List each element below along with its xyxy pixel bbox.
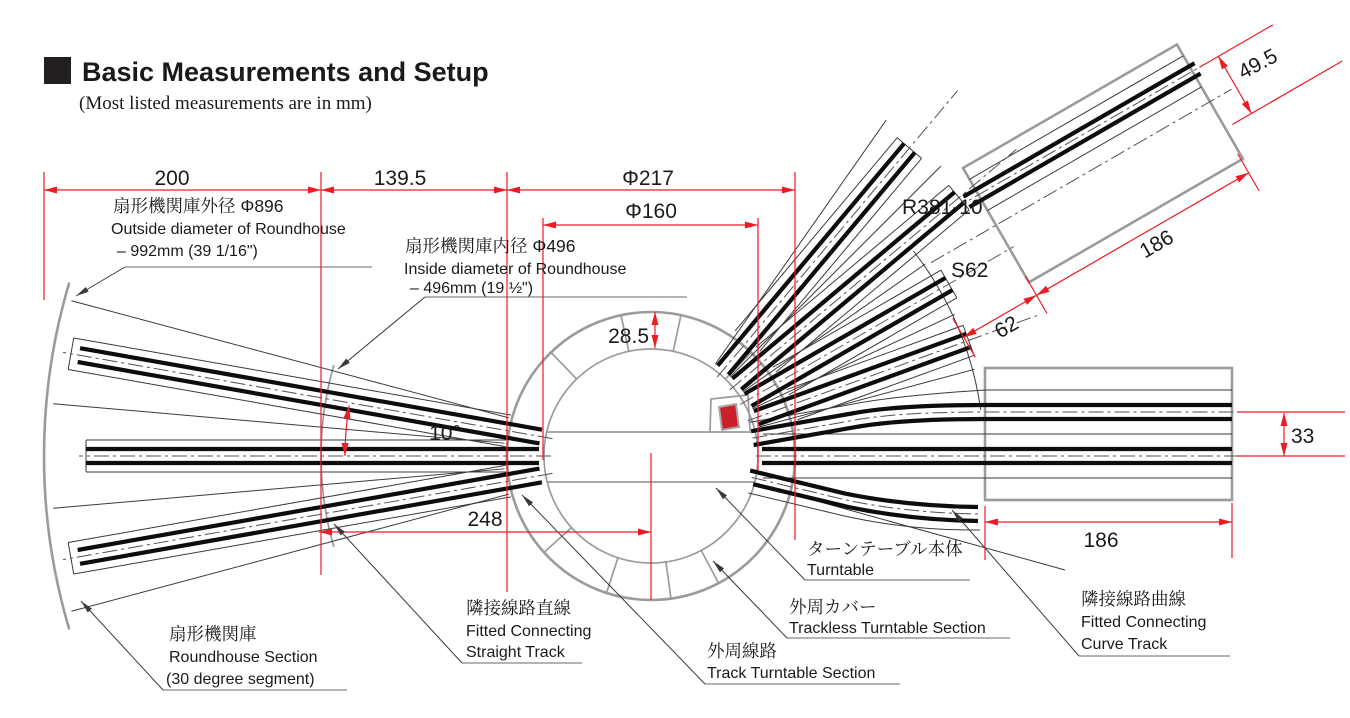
label-track-section-jp: 外周線路 (707, 641, 777, 661)
leader-line (338, 297, 425, 369)
label-straight-track-jp: 隣接線路直線 (466, 598, 571, 618)
label-curve-track-en2: Curve Track (1081, 636, 1168, 653)
arrowhead (44, 187, 57, 194)
title-bullet-square (44, 57, 71, 84)
page-title: Basic Measurements and Setup (82, 57, 489, 87)
track-centerline (717, 91, 957, 378)
label-trackless-section-en: Trackless Turntable Section (789, 620, 986, 637)
label-curve-radius-code: R381-10 (902, 196, 983, 219)
arrowhead (745, 222, 758, 229)
label-curve-track-en1: Fitted Connecting (1081, 614, 1207, 631)
arrowhead (308, 187, 321, 194)
label-straight-track-en2: Straight Track (466, 644, 565, 661)
rotated-section-outline (963, 45, 1243, 283)
label-roundhouse-en1: Roundhouse Section (169, 649, 318, 666)
ring-segment-divider (551, 352, 577, 379)
dim-track-spacing: 33 (1291, 425, 1315, 448)
rail (963, 63, 1194, 197)
arrowhead (1037, 286, 1050, 296)
label-track-section-en: Track Turntable Section (707, 665, 876, 682)
leader-line (81, 601, 163, 690)
ring-segment-divider (701, 550, 718, 583)
label-straight-track-en1: Fitted Connecting (466, 623, 592, 640)
rail (78, 362, 540, 443)
roadbed-edge (74, 338, 511, 415)
extension-line (1026, 276, 1048, 313)
label-turntable-en: Turntable (807, 562, 874, 579)
extension-line (1238, 154, 1260, 191)
dim-track-angle: 10° (429, 422, 461, 445)
dim-approach-length: 248 (467, 508, 503, 531)
ring-segment-divider (673, 315, 681, 351)
label-inside-diameter-en2: – 496mm (19 ½") (410, 280, 534, 297)
dim-ring-width: 28.5 (608, 325, 649, 348)
roundhouse-outer-arc (44, 284, 69, 629)
dim-section-length-upper: 186 (1135, 225, 1178, 264)
label-trackless-section-jp: 外周カバー (789, 597, 877, 617)
arrowhead (76, 287, 89, 296)
leader-line (713, 561, 787, 638)
label-roundhouse-jp: 扇形機関庫 (169, 624, 257, 644)
arrowhead (1236, 173, 1249, 183)
label-roundhouse-en2: (30 degree segment) (166, 671, 315, 688)
arrowhead (1281, 413, 1288, 426)
roadbed-edge (74, 497, 511, 574)
label-outside-diameter-en1: Outside diameter of Roundhouse (111, 221, 346, 238)
page-subtitle: (Most listed measurements are in mm) (79, 93, 372, 114)
arrowhead (985, 519, 998, 526)
curve-rail (754, 419, 1232, 445)
arrowhead (782, 187, 795, 194)
label-straight-track-code: S62 (951, 259, 989, 282)
arrowhead (1218, 56, 1228, 69)
roadbed-edge (970, 56, 1184, 180)
label-outside-diameter-jp: 扇形機関庫外径 Φ896 (113, 196, 284, 216)
arrowhead (652, 312, 659, 325)
arrowhead (543, 222, 556, 229)
dim-roundhouse-gap: 139.5 (373, 167, 427, 190)
arrowhead (321, 187, 334, 194)
track-centerline (953, 65, 1204, 210)
bridge-lock-indicator (719, 404, 739, 430)
arrowhead (652, 335, 659, 348)
label-curve-track-jp: 隣接線路曲線 (1081, 589, 1186, 609)
leader-line (716, 488, 805, 580)
label-inside-diameter-en1: Inside diameter of Roundhouse (404, 261, 627, 278)
dim-section-half-width: 49.5 (1234, 44, 1282, 85)
dim-section-length-right: 186 (1083, 529, 1119, 552)
dim-straight-length: 62 (990, 311, 1023, 344)
rail (969, 74, 1200, 208)
label-inside-diameter-jp: 扇形機関庫内径 Φ496 (405, 236, 576, 256)
ring-segment-divider (666, 562, 671, 599)
dim-turntable-pit-diameter: Φ160 (625, 200, 677, 223)
roadbed-edge (68, 465, 505, 542)
rail (728, 153, 914, 375)
arrowhead (1281, 443, 1288, 456)
roadbed-edge (988, 87, 1202, 211)
leader-line (334, 524, 462, 663)
dimension-line (1037, 173, 1249, 296)
arrowhead (638, 529, 651, 536)
dim-turntable-outer-diameter: Φ217 (622, 167, 674, 190)
label-turntable-jp: ターンテーブル本体 (807, 539, 963, 559)
arrowhead (1023, 295, 1036, 305)
label-outside-diameter-en2: – 992mm (39 1/16") (117, 243, 258, 260)
arrowhead (1242, 100, 1252, 113)
arrowhead (507, 187, 520, 194)
dim-roundhouse-depth: 200 (154, 167, 190, 190)
arrowhead (494, 187, 507, 194)
rail (80, 348, 542, 429)
arrowhead (1219, 519, 1232, 526)
